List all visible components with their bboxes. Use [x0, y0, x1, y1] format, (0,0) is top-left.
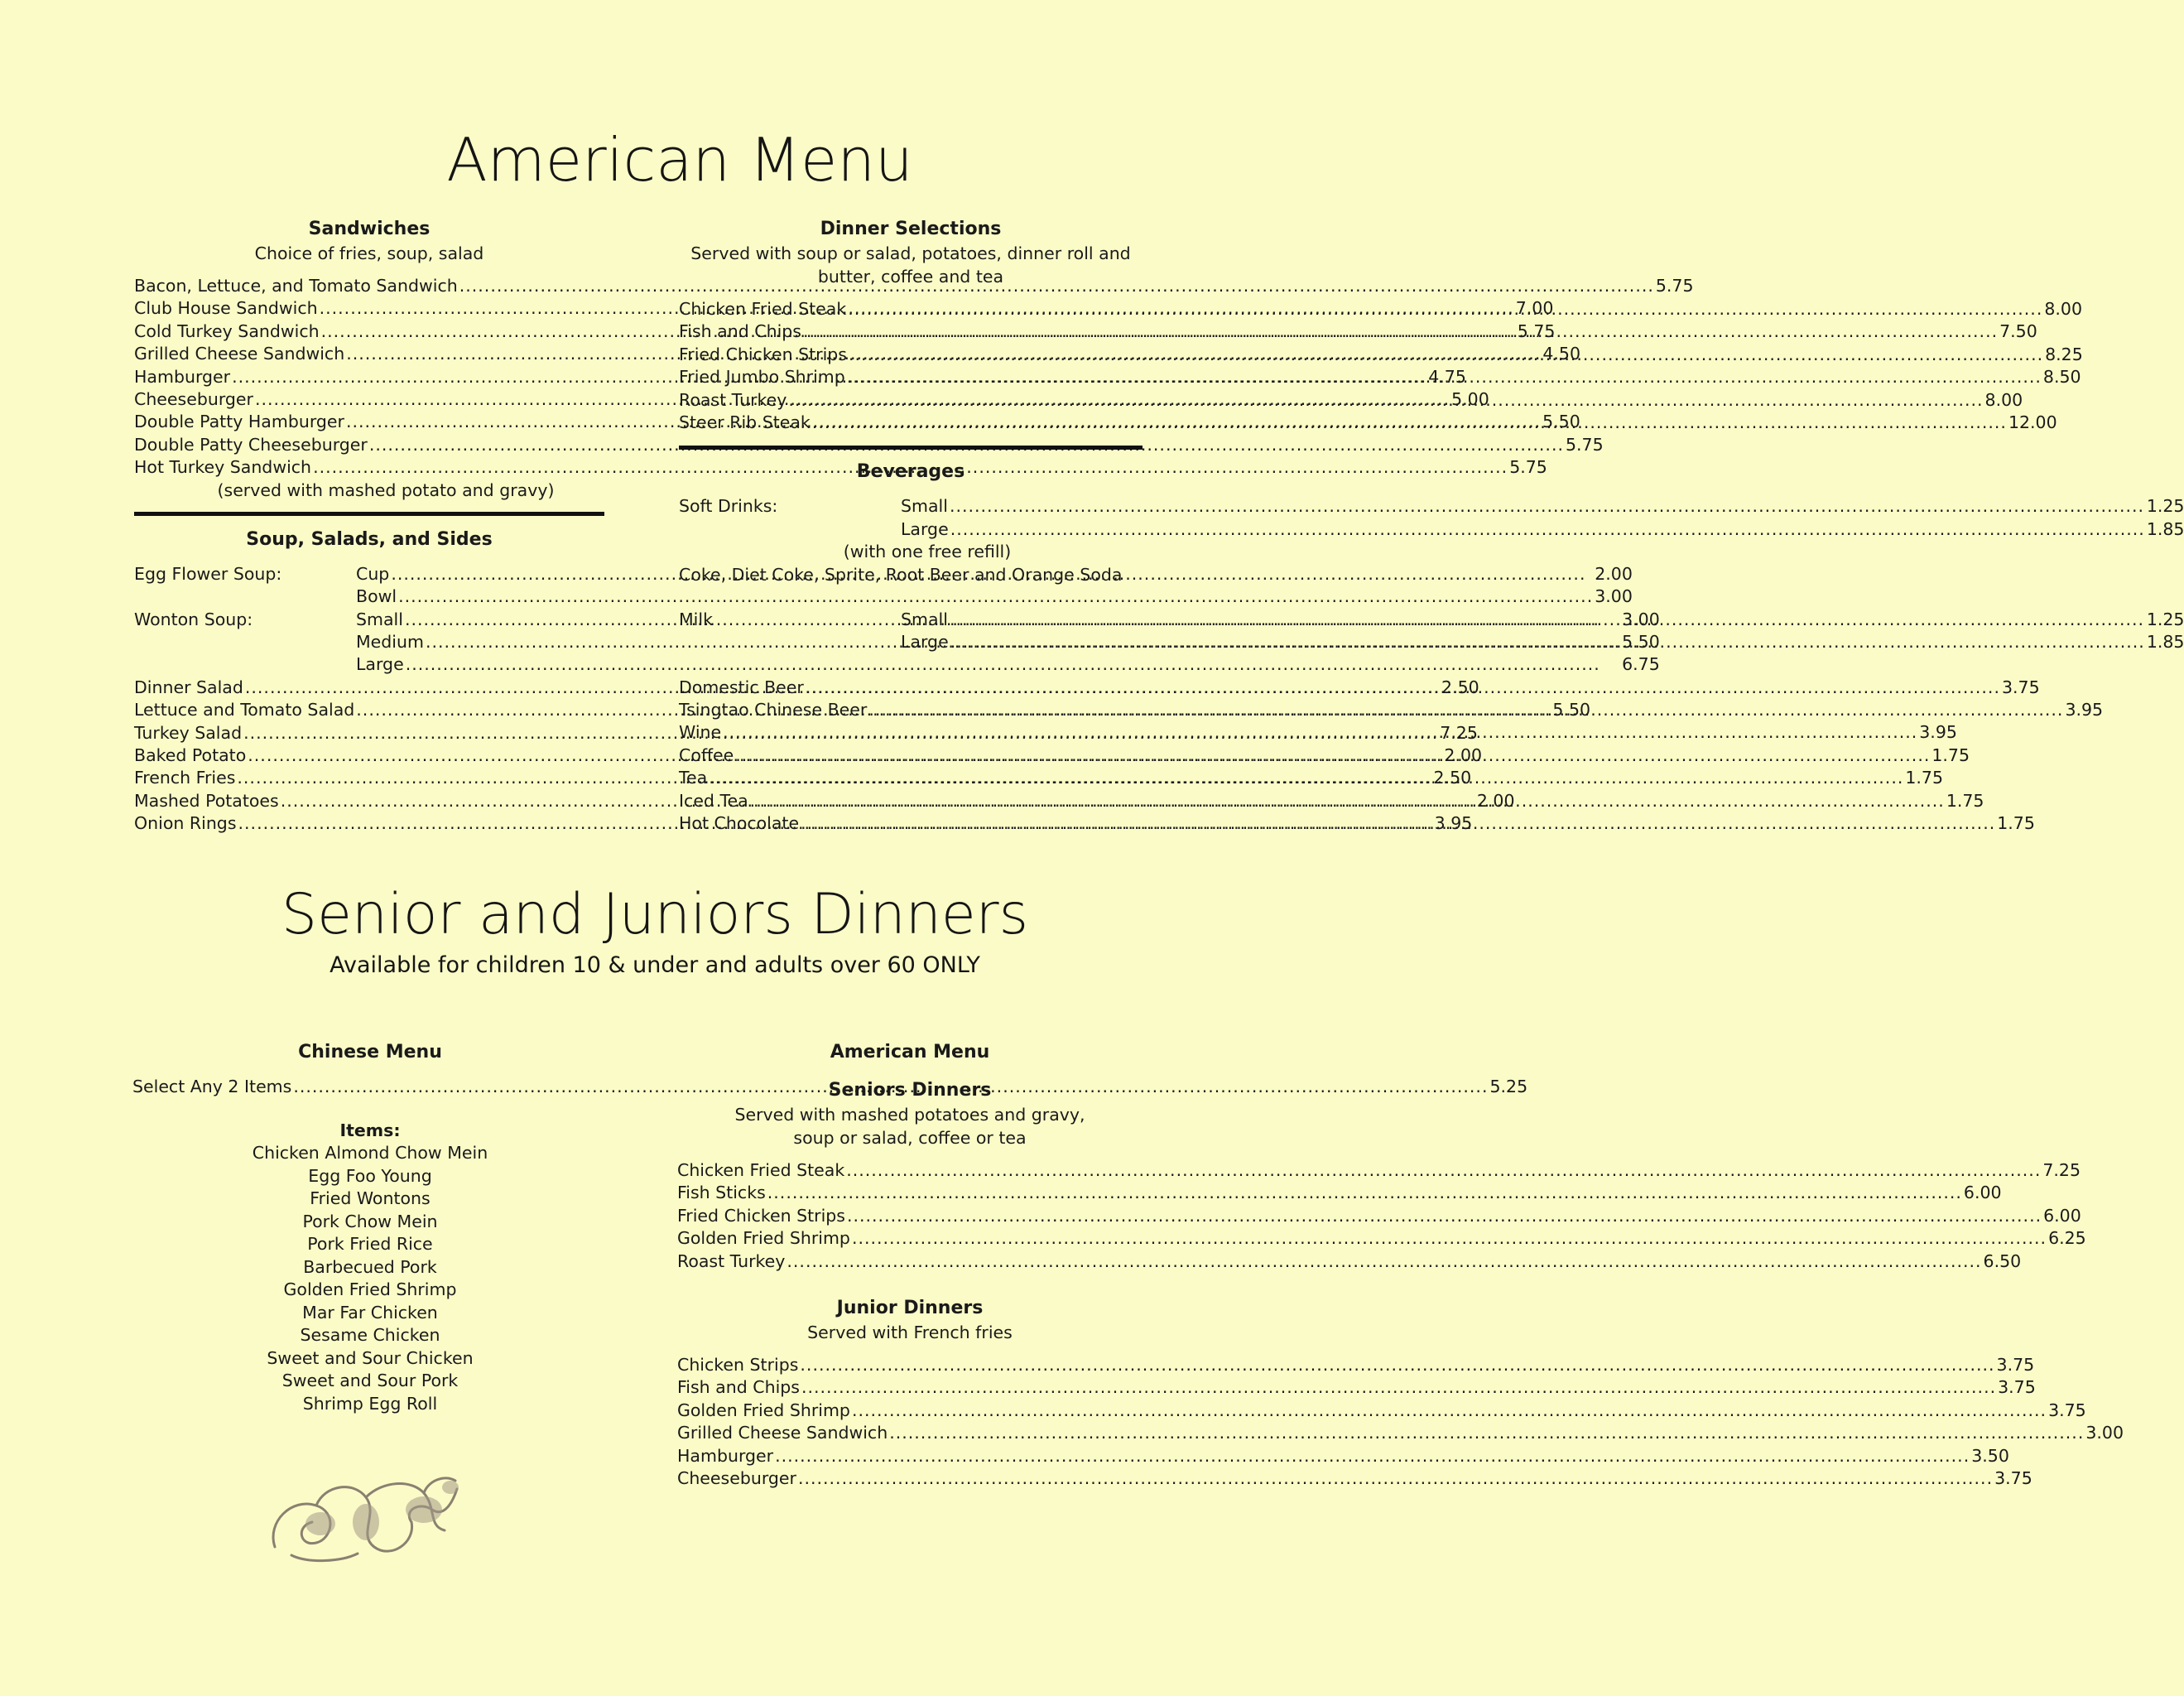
item-name: Mashed Potatoes	[134, 790, 279, 811]
junior-dinners-heading: Junior Dinners	[836, 1297, 984, 1318]
soups-heading: Soup, Salads, and Sides	[246, 528, 493, 550]
senior-item	[677, 1182, 2002, 1204]
item-price: 3.00	[2085, 1423, 2124, 1443]
item-name: Fried Chicken Strips	[677, 1205, 845, 1226]
american-menu-heading-2: American Menu	[830, 1042, 990, 1062]
item-price: 7.50	[1999, 321, 2037, 342]
item-name: Fish and Chips	[679, 321, 801, 342]
chinese-item: Chicken Almond Chow Mein	[252, 1143, 488, 1164]
item-price: 6.00	[2043, 1205, 2081, 1226]
item-name: Lettuce and Tomato Salad	[134, 700, 355, 720]
size-label: Small	[901, 496, 948, 517]
item-name: Dinner Salad	[134, 677, 243, 697]
item-price: 5.50	[1552, 700, 1591, 720]
size-option	[901, 495, 2184, 518]
milk-sizes	[901, 609, 2184, 654]
size-label: Large	[901, 518, 949, 539]
item-price: 3.50	[1971, 1445, 2009, 1466]
chinese-menu-heading: Chinese Menu	[298, 1042, 442, 1062]
section-divider	[134, 512, 604, 516]
dinner-heading: Dinner Selections	[820, 219, 1002, 239]
section-divider-right	[679, 446, 1143, 450]
size-label: Bowl	[356, 586, 397, 607]
chinese-item: Fried Wontons	[310, 1188, 431, 1209]
item-price: 3.95	[1919, 722, 1957, 743]
item-name: Cheeseburger	[134, 388, 253, 409]
item-price: 5.50	[1542, 412, 1580, 432]
item-name: Fish Sticks	[677, 1183, 766, 1203]
chinese-item: Shrimp Egg Roll	[302, 1393, 438, 1414]
item-price: 8.00	[1984, 389, 2023, 410]
junior-item	[677, 1400, 2086, 1422]
hot-turkey-note: (served with mashed potato and gravy)	[217, 479, 555, 500]
junior-item	[677, 1354, 2035, 1376]
item-name: Turkey Salad	[134, 722, 243, 743]
senior-item	[677, 1159, 2081, 1182]
item-name: Iced Tea	[679, 790, 748, 811]
refill-note: (with one free refill)	[843, 542, 1012, 562]
item-name: Steer Rib Steak	[679, 412, 811, 432]
item-price: 7.25	[2042, 1160, 2081, 1180]
size-price: 6.75	[1622, 654, 1660, 675]
junior-dinners-list	[677, 1354, 2124, 1490]
item-price: 8.00	[2044, 299, 2082, 319]
size-option	[901, 518, 2184, 541]
junior-dinners-subtitle: Served with French fries	[807, 1322, 1013, 1342]
senior-item	[677, 1227, 2086, 1250]
item-price: 5.75	[1509, 457, 1547, 478]
chinese-item: Sesame Chicken	[300, 1325, 440, 1346]
item-name: Cold Turkey Sandwich	[134, 320, 320, 341]
item-price: 2.00	[1476, 790, 1515, 811]
item-name: Hot Chocolate	[679, 813, 800, 834]
item-name: Chicken Strips	[677, 1354, 799, 1375]
item-name: Grilled Cheese Sandwich	[134, 344, 345, 364]
seniors-dinners-subtitle: Served with mashed potatoes and gravy, soup or salad, coffee or tea	[734, 1105, 1085, 1148]
junior-item	[677, 1445, 2009, 1467]
chinese-item: Pork Chow Mein	[302, 1211, 438, 1231]
item-name: Golden Fried Shrimp	[677, 1400, 850, 1420]
item-name: Tsingtao Chinese Beer	[679, 700, 868, 720]
chinese-item: Golden Fried Shrimp	[283, 1279, 457, 1300]
item-price: 8.25	[2045, 344, 2083, 364]
size-price: 1.25	[2146, 609, 2184, 629]
item-name: French Fries	[134, 768, 236, 788]
item-price: 3.75	[1998, 1377, 2036, 1398]
item-price: 6.50	[1983, 1250, 2022, 1271]
chinese-item: Egg Foo Young	[308, 1165, 432, 1186]
soft-drinks-label: Soft Drinks:	[679, 496, 778, 517]
item-price: 5.75	[1565, 434, 1604, 455]
size-label: Large	[901, 632, 949, 653]
soda-list: Coke, Diet Coke, Sprite, Root Beer and Orange Soda	[679, 564, 1123, 585]
item-price: 3.75	[2048, 1400, 2086, 1420]
item-name: Fried Jumbo Shrimp	[679, 367, 845, 388]
item-price: 6.00	[1963, 1183, 2002, 1203]
item-name: Bacon, Lettuce, and Tomato Sandwich	[134, 276, 458, 296]
item-name: Tea	[679, 768, 708, 788]
size-price: 3.00	[1595, 586, 1633, 607]
seniors-juniors-subtitle: Available for children 10 & under and adults over 60 ONLY	[330, 952, 980, 978]
size-label: Cup	[356, 563, 390, 584]
chinese-item: Sweet and Sour Chicken	[267, 1347, 474, 1368]
item-price: 4.50	[1542, 344, 1580, 364]
item-price: 3.75	[2001, 677, 2040, 697]
seniors-juniors-title: Senior and Juniors Dinners	[281, 882, 1029, 947]
senior-item	[677, 1205, 2081, 1227]
size-label: Medium	[356, 632, 424, 653]
item-price: 1.75	[1997, 813, 2035, 834]
soft-drinks	[679, 495, 2184, 541]
item-name: Roast Turkey	[679, 389, 787, 410]
sandwiches-heading: Sandwiches	[308, 219, 431, 239]
soft-drinks-sizes	[901, 495, 2184, 541]
dinner-subtitle: Served with soup or salad, potatoes, dinner roll and butter, coffee and tea	[690, 243, 1131, 287]
item-name: Fish and Chips	[677, 1377, 800, 1398]
chinese-item: Sweet and Sour Pork	[281, 1371, 459, 1391]
item-price: 1.75	[1931, 744, 1970, 765]
item-name: Grilled Cheese Sandwich	[677, 1423, 888, 1443]
size-price: 5.50	[1622, 632, 1660, 653]
chinese-item: Mar Far Chicken	[302, 1302, 438, 1323]
item-name: Wine	[679, 722, 722, 743]
item-price: 2.50	[1433, 768, 1472, 788]
chinese-item: Barbecued Pork	[303, 1256, 437, 1277]
sandwiches-subtitle: Choice of fries, soup, salad	[254, 243, 484, 263]
item-name: Double Patty Hamburger	[134, 412, 344, 432]
item-price: 8.50	[2042, 367, 2081, 388]
size-price: 3.00	[1622, 609, 1660, 629]
item-price: 5.75	[1517, 320, 1556, 341]
select-two-items: Select Any 2 Items ..... 5.25	[132, 1076, 593, 1098]
item-price: 4.75	[1428, 366, 1466, 387]
senior-item	[677, 1250, 2022, 1273]
item-name: Double Patty Cheeseburger	[134, 434, 368, 455]
egg-flower-label: Egg Flower Soup:	[134, 563, 282, 584]
beverages-heading: Beverages	[856, 461, 965, 483]
item-price: 5.75	[1655, 276, 1694, 296]
page-title: American Menu	[446, 125, 913, 195]
size-label: Small	[901, 609, 948, 629]
item-price: 3.75	[1994, 1467, 2032, 1488]
item-name: Hot Turkey Sandwich	[134, 457, 312, 478]
dragon-illustration	[258, 1464, 464, 1570]
chinese-items-list	[132, 1142, 596, 1415]
item-name: Chicken Fried Steak	[679, 299, 847, 319]
size-option	[901, 609, 2184, 631]
size-price: 2.00	[1595, 563, 1633, 584]
junior-item	[677, 1422, 2124, 1444]
size-price: 1.85	[2146, 632, 2184, 653]
item-name: Baked Potato	[134, 745, 247, 766]
seniors-dinners-heading: Seniors Dinners	[828, 1080, 992, 1101]
item-name: Cheeseburger	[677, 1467, 796, 1488]
item-price: 7.00	[1515, 298, 1554, 319]
item-name: Club House Sandwich	[134, 298, 318, 319]
size-price: 1.85	[2146, 518, 2184, 539]
item-name: Hamburger	[677, 1445, 774, 1466]
chinese-item: Pork Fried Rice	[307, 1234, 433, 1255]
sandwich-item	[134, 275, 1694, 297]
items-heading: Items:	[339, 1120, 401, 1141]
milk-label: Milk	[679, 609, 713, 629]
item-price: 6.25	[2048, 1228, 2086, 1249]
size-label: Small	[356, 609, 403, 629]
item-name: Roast Turkey	[677, 1250, 786, 1271]
item-price: 3.95	[2065, 700, 2104, 720]
item-name: Coffee	[679, 744, 734, 765]
wonton-label: Wonton Soup:	[134, 609, 253, 629]
size-price: 1.25	[2146, 496, 2184, 517]
item-price: 5.00	[1451, 388, 1489, 409]
sandwich-item	[134, 434, 1604, 456]
junior-item	[677, 1376, 2036, 1399]
item-name: Hamburger	[134, 366, 231, 387]
size-label: Large	[356, 654, 404, 675]
item-name: Onion Rings	[134, 813, 237, 834]
junior-item	[677, 1467, 2032, 1490]
item-name: Domestic Beer	[679, 677, 804, 697]
item-price: 2.50	[1441, 677, 1479, 697]
item-price: 1.75	[1946, 790, 1984, 811]
item-name: Golden Fried Shrimp	[677, 1228, 850, 1249]
item-price: 7.25	[1440, 722, 1478, 743]
seniors-dinners-list	[677, 1159, 2086, 1273]
item-price: 12.00	[2008, 412, 2057, 432]
item-name: Fried Chicken Strips	[679, 344, 847, 364]
item-price: 3.95	[1434, 813, 1473, 834]
size-option	[901, 631, 2184, 653]
item-name: Chicken Fried Steak	[677, 1160, 845, 1180]
item-price: 3.75	[1996, 1354, 2035, 1375]
item-price: 2.00	[1444, 745, 1483, 766]
item-price: 1.75	[1905, 768, 1944, 788]
